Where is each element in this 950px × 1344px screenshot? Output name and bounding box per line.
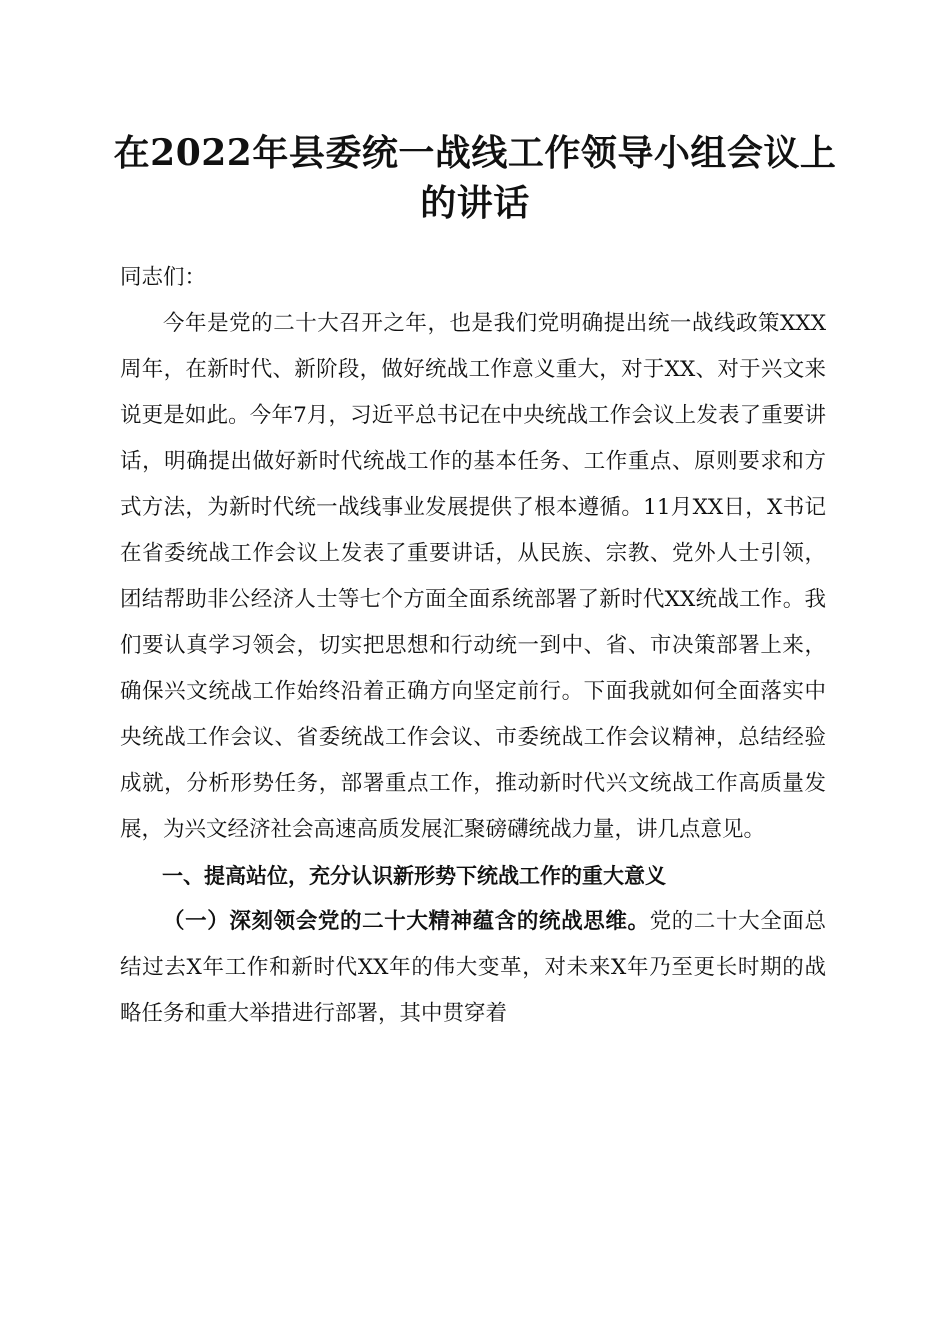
title-line-2: 的讲话 <box>420 182 530 224</box>
paragraph-2 <box>120 899 826 1037</box>
subheading-1: （一）深刻领会党的二十大精神蕴含的统战思维。 <box>163 909 650 934</box>
subparagraph-1: 党的二十大全面总结过去X年工作和新时代XX年的伟大变革，对未来X年乃至更长时期的战略任务和重大举措进行部署，其中贯穿着 <box>120 909 826 1026</box>
document-title <box>110 128 840 228</box>
section-heading-1: 一、提高站位，充分认识新形势下统战工作的重大意义 <box>162 864 666 888</box>
paragraph-1: 今年是党的二十大召开之年，也是我们党明确提出统一战线政策XXX周年，在新时代、新阶段，做好统战工作意义重大，对于XX、对于兴文来说更是如此。今年7月，习近平总书记在中央统战工作会议上发表了重要讲话，明确提出做好新时代统战工作的基本任务、工作重点、原则要求和方式方法，为新时代统一战线事业发展提供了根本遵循。11月XX日，X书记在省委统战工作会议上发表了重要讲话，从民族、宗教、党外人士引领，团结帮助非公经济人士等七个方面全面系统部署了新时代XX统战工作。我们要认真学习领会，切实把思想和行动统一到中、省、市决策部署上来，确保兴文统战工作始终沿着正确方向坚定前行。下面我就如何全面落实中央统战工作会议、省委统战工作会议、市委统战工作会议精神，总结经验成就，分析形势任务，部署重点工作，推动新时代兴文统战工作高质量发展，为兴文经济社会高速高质发展汇聚磅礴统战力量，讲几点意见。 <box>120 311 826 842</box>
document-body <box>120 255 826 1037</box>
title-line-1: 在2022年县委统一战线工作领导小组会议上 <box>113 132 837 174</box>
salutation: 同志们： <box>120 265 207 290</box>
